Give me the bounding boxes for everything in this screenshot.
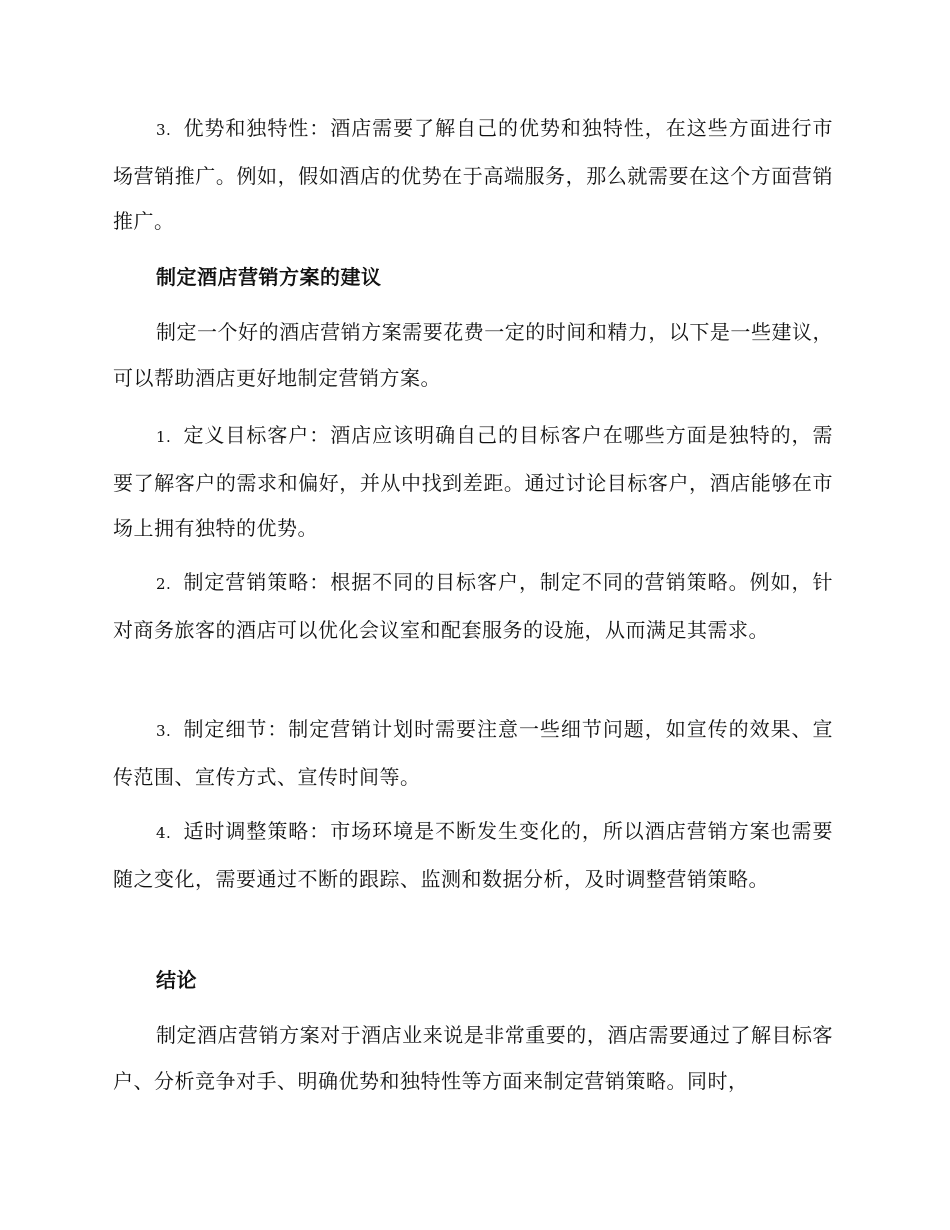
- list-number: 3.: [156, 722, 172, 740]
- list-item-adjust-strategy: [113, 809, 833, 902]
- list-number: 3.: [156, 121, 172, 139]
- conclusion-paragraph: 制定酒店营销方案对于酒店业来说是非常重要的，酒店需要通过了解目标客户、分析竞争对手、明确优势和独特性等方面来制定营销策略。同时，: [113, 1023, 833, 1093]
- list-item-text: 制定细节：制定营销计划时需要注意一些细节问题，如宣传的效果、宣传范围、宣传方式、宣传时间等。: [113, 717, 833, 789]
- list-item-marketing-strategy: [113, 560, 833, 653]
- section-heading-suggestions: 制定酒店营销方案的建议: [156, 265, 382, 289]
- list-item-text: 适时调整策略：市场环境是不断发生变化的，所以酒店营销方案也需要随之变化，需要通过不断的跟踪、监测和数据分析，及时调整营销策略。: [113, 819, 833, 891]
- list-item-text: 制定营销策略：根据不同的目标客户，制定不同的营销策略。例如，针对商务旅客的酒店可以优化会议室和配套服务的设施，从而满足其需求。: [113, 570, 833, 642]
- list-item-advantages: [113, 106, 833, 245]
- list-item-text: 定义目标客户：酒店应该明确自己的目标客户在哪些方面是独特的，需要了解客户的需求和偏好，并从中找到差距。通过讨论目标客户，酒店能够在市场上拥有独特的优势。: [113, 423, 833, 540]
- list-item-target-customers: [113, 413, 833, 552]
- list-item-text: 优势和独特性：酒店需要了解自己的优势和独特性，在这些方面进行市场营销推广。例如，假如酒店的优势在于高端服务，那么就需要在这个方面营销推广。: [113, 116, 833, 233]
- list-number: 1.: [156, 428, 172, 446]
- section-heading-conclusion: 结论: [156, 968, 197, 992]
- list-number: 4.: [156, 824, 172, 842]
- list-number: 2.: [156, 575, 172, 593]
- list-item-details: [113, 707, 833, 800]
- intro-paragraph: 制定一个好的酒店营销方案需要花费一定的时间和精力，以下是一些建议，可以帮助酒店更好地制定营销方案。: [113, 320, 833, 390]
